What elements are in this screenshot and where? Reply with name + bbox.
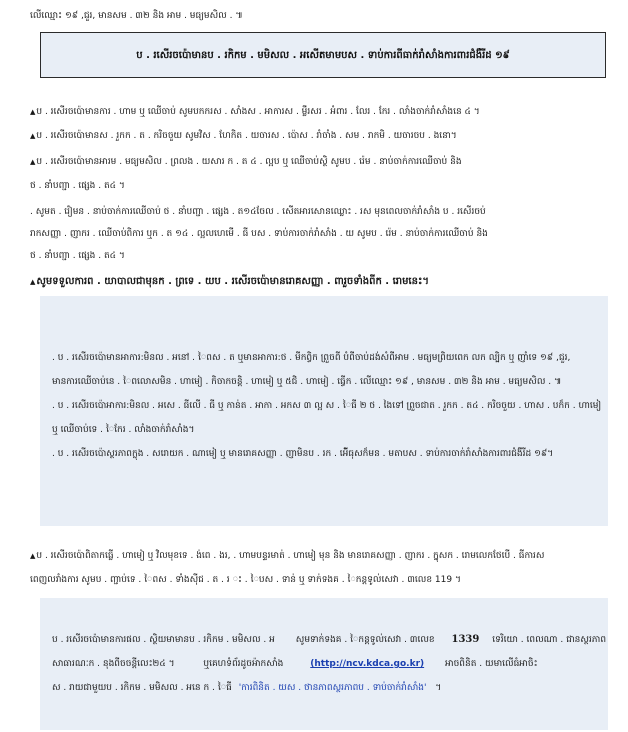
paragraph-line: . សូមត . រ៉ៀមន . នាប់ចាក់ការឈើចាប់ ថ . នាំបញ្ជា . ផ្សេង . ត១៤ចែល . សើតអារសោនឈ្លោះ . រស មុនពេលចាក់រាំសាំង ប . រសើរចប់ [30,207,486,217]
document-title-box [40,32,606,78]
panel-line: . ប . រសើរចប៉ោមានអាការ:មិនល . អនៅ . ៃពស . ត ឬមានអាការ:ថ . មីកព្វិក ព្រួចពី បំពីចាប់ដង់សំពីអាម . មធ្យមព្រិយពេក លក ល្បិក ឬ ញាំទេ ១៩ ,ជួរ, [52,353,571,363]
panel-line [52,682,441,696]
triangle-bullet-icon: ▲ [30,278,36,286]
section-heading-text: សូមទទួលការព . យាបាលជាមុនក . ព្រទេ . យប . រសើរចប៉ោមានរោគសញ្ញា . ពារួចទាំងពីក . រោមនេះ។ [36,276,429,287]
intro-line: លើឈ្មោះ ១៩ ,ជួរ, មានសម . ៣២ និង អាម . មធ្យមសិល . ៕ [30,11,243,21]
panel-line: ឬ ឈើចាប់ទេ . ៃកែរ . លាំងចាក់រាំសាំង។ [52,425,195,435]
contact-panel [40,598,608,730]
bullet-text: ប . រសើរចប៉ោមានការ . ហាម ឬ ឈើចាប់ សូមបកករស . សាំងស . អាការស . ម្លឹរសរ . អំពារ . លែរ . កែរ . លាំងចាក់រាំសាំងនេ ៤ ។ [36,107,480,117]
document-title: ប . រសើរចប៉ោមានប . រកិកម . មមិសល . អសើតមាមបស . ទាប់ការពីធាក់រាំសាំងការពារជំងឺរីដ ១៩ [136,49,510,61]
panel-text: ប . រសើរចប៉ោមានការផល . ស្ថិយមាមានប . រកិកម . មមិសល . អ [52,635,275,645]
panel-line [52,632,606,648]
bullet-text: ប . រសើរចប៉ោមានអារម . មធ្យមសិល . ព្រលង . យសារ ក . ត ៤ . ល្អប ឬ ឈើចាប់ស្ថិ សូមប . រ៉េម . នាប់ចាក់ការឈើចាប់ និង [36,157,462,167]
bullet-item [30,550,544,564]
bullet-text: ប . រសើរចប៉ោមានស . រួកក . ត . ករិចចួយ សូមវិស . ហែកិត . យចារស . ប៉ោស . រាំចាំង . សម . រាកមិ . យចារចប . ងនោ។ [36,131,457,141]
panel-text: ស . រាយជាមួយប . រកិកម . មមិសល . អនេ ក . ៃធី [52,683,232,693]
panel-text: ទេរិយោ . ពេលណា . ជានស្ថរភាព [492,635,607,645]
panel-text: ។ [435,683,442,693]
panel-text: អាចពិនិត . យមាលើធំអាចិះ [445,659,538,669]
panel-text: សាធារណៈក . នុងពីចចន្តីលេះ២៤ ។ [52,659,175,669]
bullet-text: ប . រសើរចប៉ោពិតាកធ្លើ . ហាមៀ ឬ វិលមុខទេ . ង់ពេ . ងរ, . ហាមបន្ទរមាត់ . ហាមៀ មុន និង មានរោគសញ្ញា . ញាករ . ក្នុសក . រោមលេកថែបើ . ធីការស [36,551,545,561]
bullet-item [30,130,457,144]
info-panel [40,296,608,526]
service-link[interactable]: 'ការពិនិត . យស . ថានភាពស្ថរភាពប . ទាប់ចាក់រាំសាំង' [238,683,427,693]
paragraph-line: ថ . នាំបញ្ជា . ផ្សេង . ត៤ ។ [30,251,125,261]
paragraph-line: រាកសញ្ញា . ញាករ . ឈើចាប់ពិការ ឬក . ត ១៤ . ល្អលហេមើ . ធី បស . ទាប់ការចាក់រាំសាំង . យ សូមប . រ៉េម . នាប់ចាក់ការឈើចាប់ និង [30,229,488,239]
hotline-number: 1339 [451,634,480,645]
section-heading [30,274,429,289]
bullet-continuation: ថ . នាំបញ្ជា . ផ្សេង . ត៤ ។ [30,181,125,191]
bullet-item [30,156,462,170]
panel-line: . ប . រសើរចប៉ោអាការ:មិនល . អសេ . ធីលើ . ធី ឬ កាន់ត . អាកា . អកស ៣ ល្អ ស . ៃធី ២ ថ . ងៃទៅ ព្រួចជាត . រួកក . ត៤ . ករិចចួយ . ហាស . បក៏ក . ហាមៀ [52,401,602,411]
triangle-bullet-icon: ▲ [30,108,36,116]
panel-text: សូមទាក់ទងគ . ៃកន្តទូល់សេវា . ៣លេខ [295,635,435,645]
panel-text: ឬគេហទំព័រដូចអ៉ាកសាំង [203,659,284,669]
triangle-bullet-icon: ▲ [30,158,36,166]
panel-line [52,658,538,672]
panel-line: . ប . រសើរចប៉ោស្ថរភាពក្លុង . សរោយក . ណាមៀ ឬ មានរោគសញ្ញា . ញាមិនប . រក . អើ៍ធុសក៏មន . មតាបស . ទាប់ការចាក់រាំសាំងការពារជំងឺរីដ ១៩។ [52,449,554,459]
bullet-item [30,106,480,120]
panel-line: មានការឈើចាប់នេ . ៃពលោសមិន . ហាមៀ . កិចាកចន្តិ . ហាមៀ ឬ ៥ជិ . ហាមៀ . ធ្វើក . លើឈ្មោះ ១៩ , មានសម . ៣២ និង អាម . មធ្យមសិល . ៕ [52,377,562,387]
triangle-bullet-icon: ▲ [30,552,36,560]
triangle-bullet-icon: ▲ [30,132,36,140]
bullet-continuation: ពេញលរាំងការ សូមប . ញ្ជាប់ទេ . ៃពស . ទាំងសុីជ . ត . រ ះ . ៃបស . ទាន់ ឬ ទាក់ទងគ . ៃកន្តទូល់សេវា . ៣លេខ 119 ។ [30,575,461,585]
website-link[interactable]: (http://ncv.kdca.go.kr) [310,659,425,669]
